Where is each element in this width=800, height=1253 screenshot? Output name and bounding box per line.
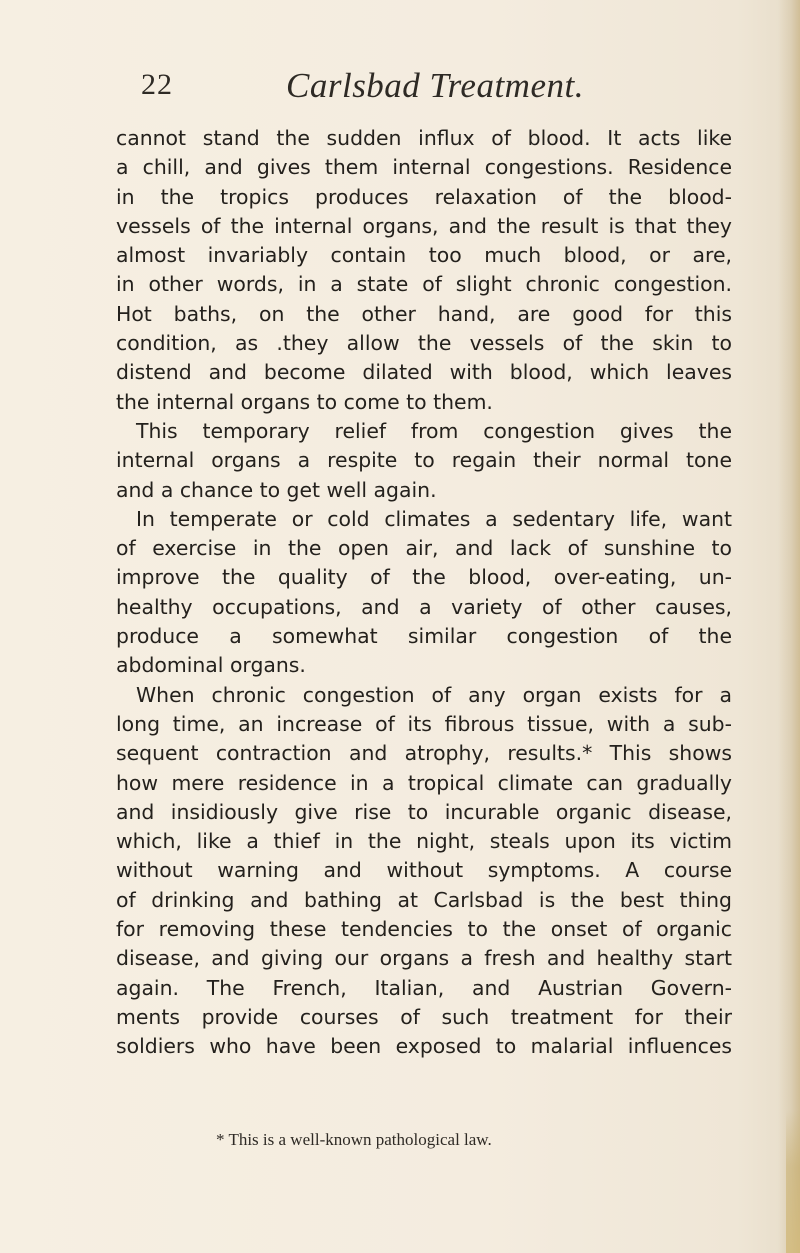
text-line: without warning and without symptoms. A course [116, 858, 732, 883]
page-number: 22 [141, 68, 173, 101]
text-line: the internal organs to come to them. [116, 389, 493, 414]
text-line: in other words, in a state of slight chronic congestion. [116, 272, 732, 297]
text-line: improve the quality of the blood, over-eating, un- [116, 565, 732, 590]
text-line: which, like a thief in the night, steals upon its victim [116, 829, 732, 854]
page-header [0, 66, 800, 116]
text-line: condition, as .they allow the vessels of the skin to [116, 331, 732, 356]
body-text [116, 124, 732, 1062]
text-line: When chronic congestion of any organ exists for a [136, 682, 732, 707]
text-line: cannot stand the sudden influx of blood. It acts like [116, 126, 732, 150]
text-line: This temporary relief from congestion gives the [136, 418, 732, 443]
text-line: and insidiously give rise to incurable organic disease, [116, 799, 732, 824]
text-line: of exercise in the open air, and lack of sunshine to [116, 536, 732, 561]
text-line: again. The French, Italian, and Austrian Govern- [116, 975, 732, 1000]
page-edge-shadow [778, 0, 800, 1253]
text-line: in the tropics produces relaxation of the blood- [116, 184, 732, 209]
text-line: sequent contraction and atrophy, results.* This shows [116, 741, 732, 766]
text-line: healthy occupations, and a variety of other causes, [116, 594, 732, 619]
text-line: internal organs a respite to regain their normal tone [116, 448, 732, 473]
text-line: abdominal organs. [116, 653, 306, 678]
text-line: distend and become dilated with blood, which leaves [116, 360, 732, 385]
text-line: and a chance to get well again. [116, 477, 437, 502]
text-line: almost invariably contain too much blood, or are, [116, 243, 732, 268]
text-line: a chill, and gives them internal congestions. Residence [116, 155, 732, 180]
text-line: for removing these tendencies to the onset of organic [116, 917, 732, 942]
text-line: long time, an increase of its fibrous tissue, with a sub- [116, 711, 732, 736]
text-line: disease, and giving our organs a fresh and healthy start [116, 946, 732, 971]
page-edge-stain [786, 1110, 800, 1253]
text-line: produce a somewhat similar congestion of the [116, 624, 732, 649]
text-line: Hot baths, on the other hand, are good for this [116, 301, 732, 326]
text-line: In temperate or cold climates a sedentary life, want [136, 506, 732, 531]
text-line: how mere residence in a tropical climate can gradually [116, 770, 732, 795]
running-title: Carlsbad Treatment. [286, 66, 584, 105]
text-line: of drinking and bathing at Carlsbad is the best thing [116, 887, 732, 912]
footnote: * This is a well-known pathological law. [216, 1130, 492, 1149]
text-line: vessels of the internal organs, and the result is that they [116, 213, 732, 238]
text-line: ments provide courses of such treatment for their [116, 1004, 732, 1029]
text-line: soldiers who have been exposed to malarial influences [116, 1034, 732, 1059]
